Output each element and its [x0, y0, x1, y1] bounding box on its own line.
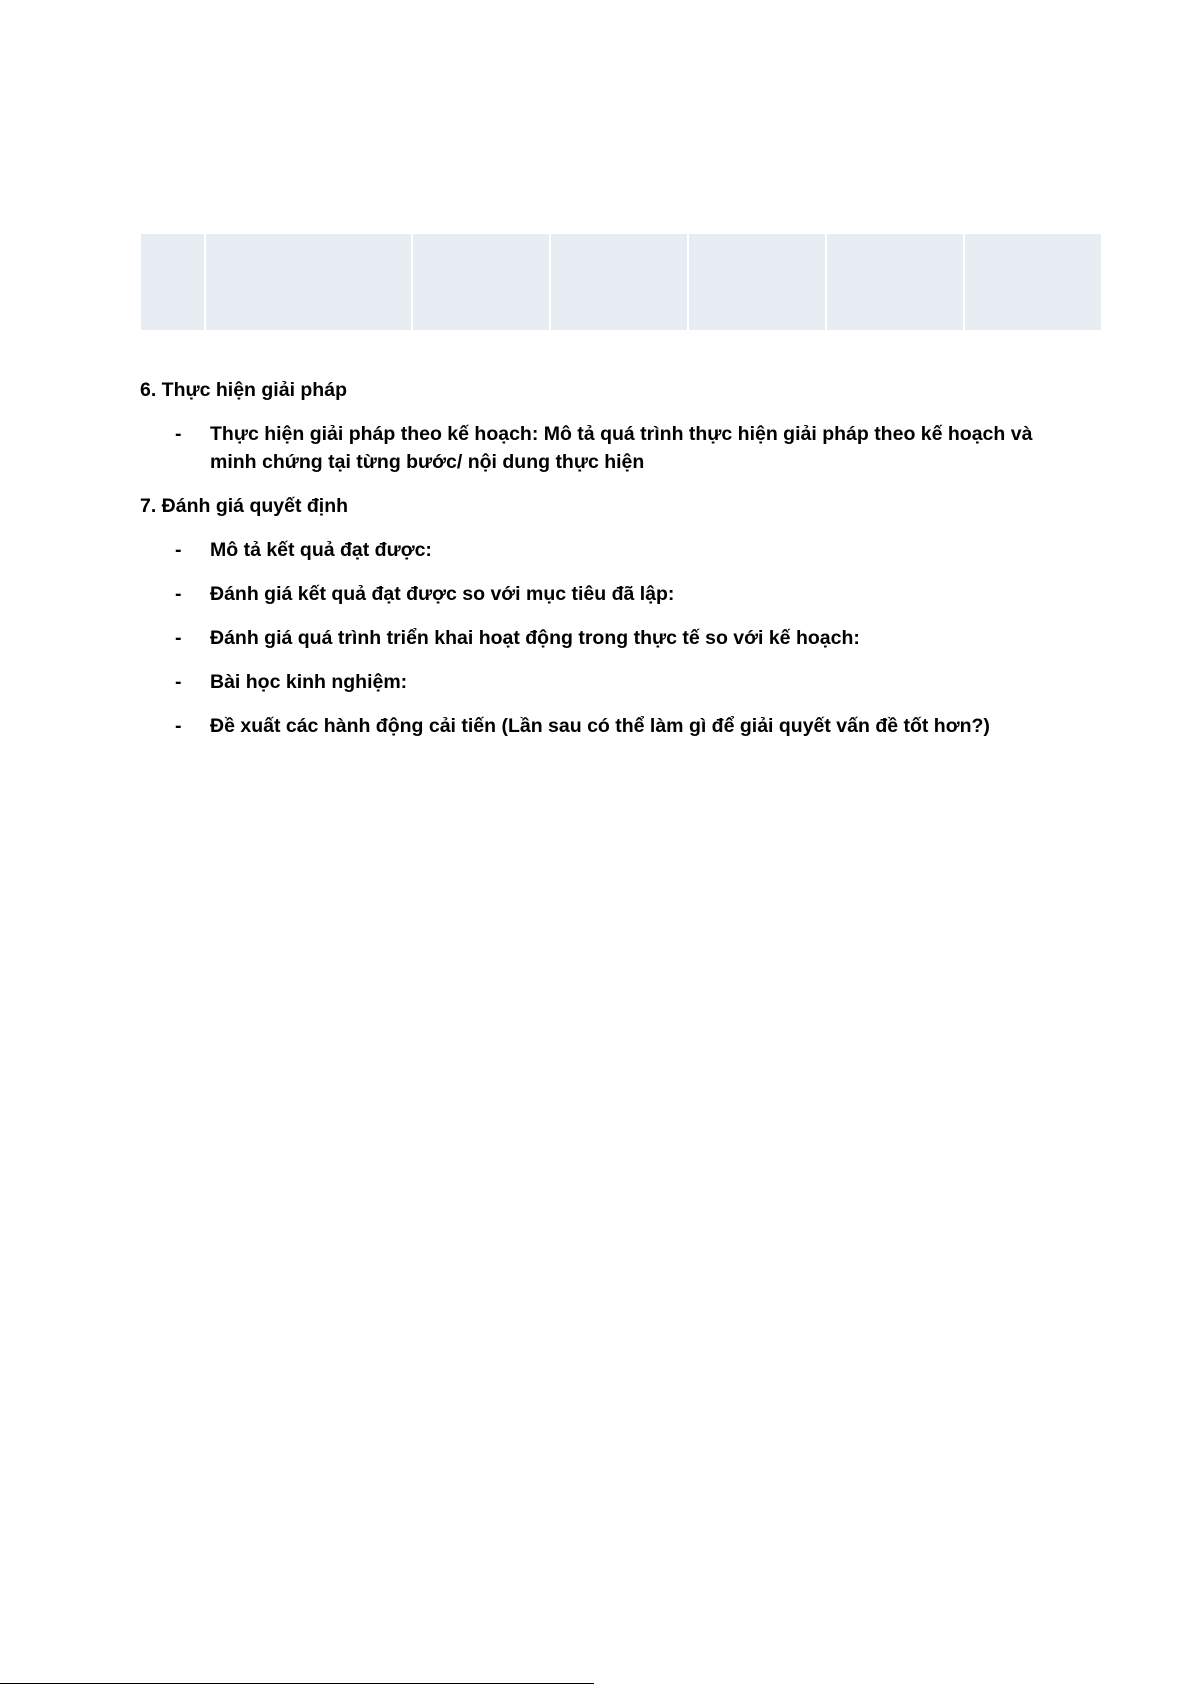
table-cell [413, 234, 549, 330]
document-body [140, 376, 1080, 756]
list-item [140, 668, 1080, 696]
list-item-text: Bài học kinh nghiệm: [210, 671, 408, 693]
bullet-dash: - [175, 539, 182, 561]
list-item-text: Thực hiện giải pháp theo kế hoạch: Mô tả quá trình thực hiện giải pháp theo kế hoạch và minh chứng tại từng bước/ nội dung thực hiện [210, 423, 1033, 473]
list-item [140, 420, 1080, 476]
table-cell [827, 234, 963, 330]
bullet-dash: - [175, 627, 182, 649]
bullet-dash: - [175, 583, 182, 605]
table-cell [965, 234, 1101, 330]
table-cell [141, 234, 204, 330]
table-cell [551, 234, 687, 330]
table-cell [206, 234, 411, 330]
list-item-text: Mô tả kết quả đạt được: [210, 539, 432, 561]
list-item-text: Đề xuất các hành động cải tiến (Lần sau có thể làm gì để giải quyết vấn đề tốt hơn?) [210, 715, 990, 737]
list-item [140, 712, 1080, 740]
bullet-dash: - [175, 423, 182, 445]
footer-rule [0, 1683, 594, 1684]
section-heading-6: 6. Thực hiện giải pháp [140, 379, 347, 401]
section-heading-7: 7. Đánh giá quyết định [140, 495, 349, 517]
list-item-text: Đánh giá quá trình triển khai hoạt động trong thực tế so với kế hoạch: [210, 627, 860, 649]
bullet-dash: - [175, 715, 182, 737]
empty-table-row [141, 234, 1103, 330]
list-item-text: Đánh giá kết quả đạt được so với mục tiêu đã lập: [210, 583, 675, 605]
list-item [140, 580, 1080, 608]
list-item [140, 624, 1080, 652]
bullet-dash: - [175, 671, 182, 693]
table-cell [689, 234, 825, 330]
list-item [140, 536, 1080, 564]
